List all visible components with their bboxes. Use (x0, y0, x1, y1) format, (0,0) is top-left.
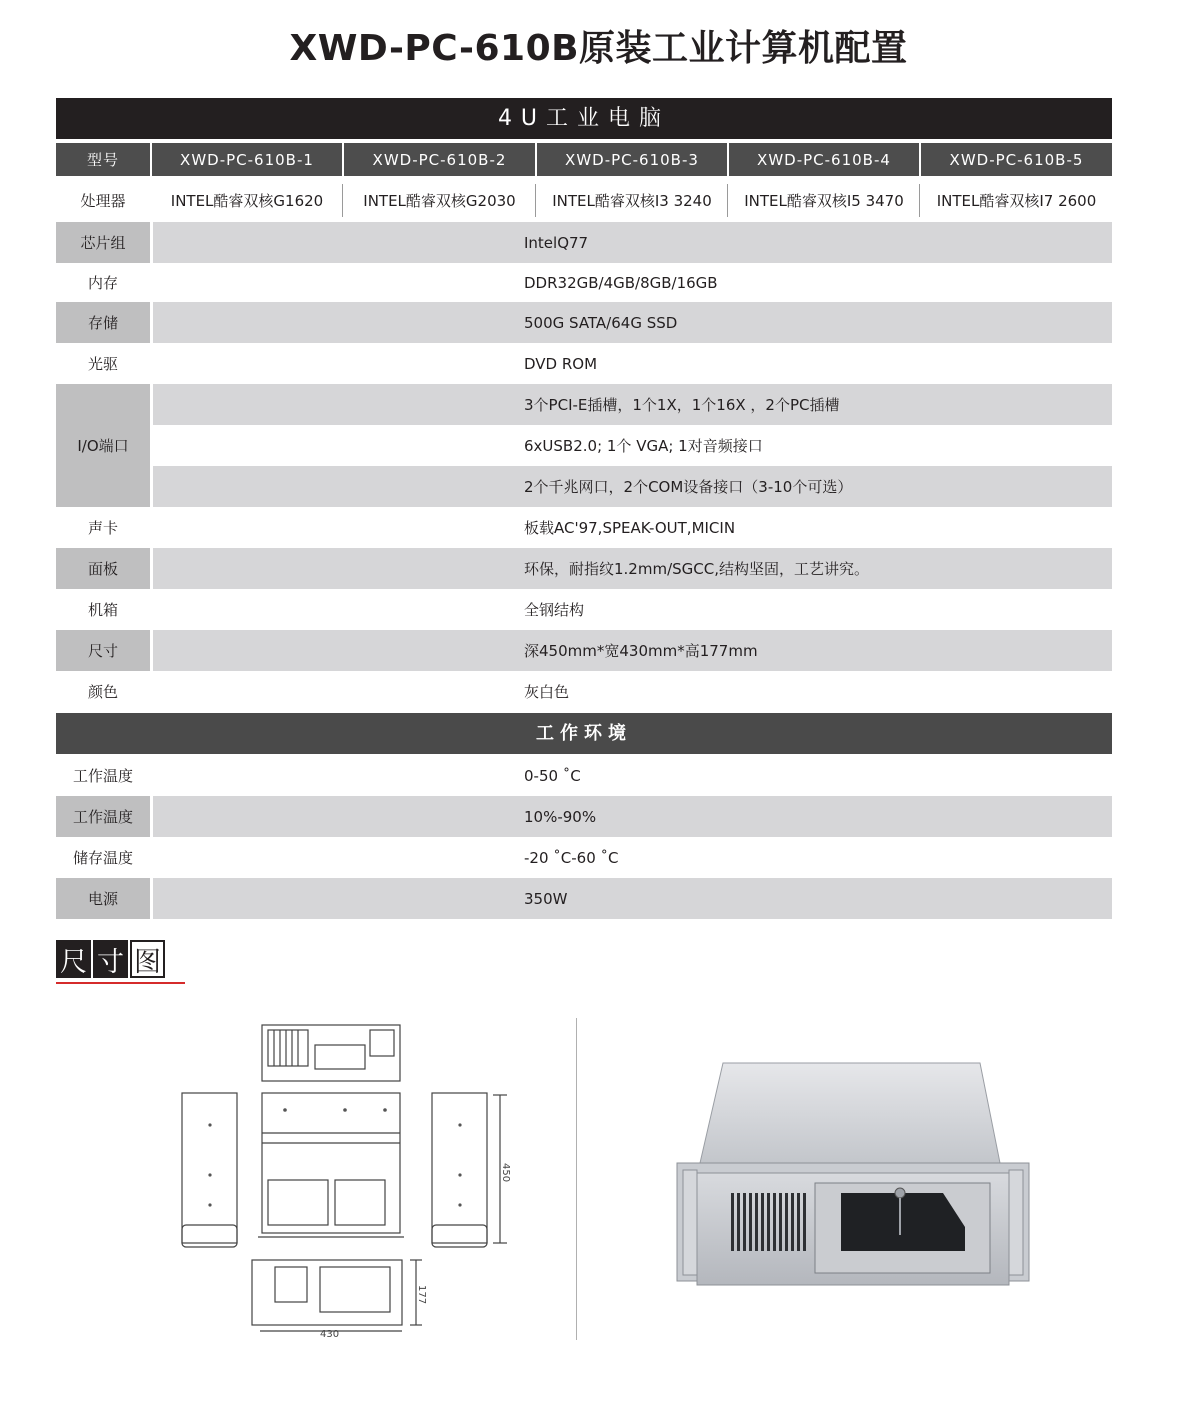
spec-label: 存储 (56, 302, 150, 343)
env-value: 350W (524, 889, 568, 908)
model-cell: XWD-PC-610B-2 (344, 143, 535, 176)
model-cell: XWD-PC-610B-4 (729, 143, 919, 176)
env-value-cell (153, 796, 1112, 837)
io-row (56, 466, 1112, 507)
spec-value: DVD ROM (524, 354, 598, 373)
io-row (56, 384, 1112, 425)
column-divider (342, 184, 343, 217)
model-cell: XWD-PC-610B-3 (537, 143, 727, 176)
env-value-cell (153, 878, 1112, 919)
env-row (56, 878, 1112, 919)
env-value-cell (153, 755, 1112, 796)
dimension-drawing-heading (56, 940, 165, 978)
cpu-cell: INTEL酷睿双核G1620 (170, 192, 324, 210)
right-side-view (432, 1093, 487, 1243)
column-divider (535, 184, 536, 217)
heading-underline (56, 982, 185, 984)
spec-label: 声卡 (87, 519, 118, 537)
heading-char: 寸 (93, 940, 128, 978)
depth-dimension-label: 450 (500, 1163, 511, 1183)
spec-value-cell (153, 671, 1112, 712)
spec-value: 全钢结构 (524, 601, 585, 619)
dimension-drawing (170, 1015, 520, 1345)
spec-value: 灰白色 (524, 683, 570, 701)
top-plan-view (262, 1093, 400, 1233)
env-label: 储存温度 (72, 849, 133, 867)
cpu-cell: INTEL酷睿双核I5 3470 (744, 192, 904, 210)
env-value: 10%-90% (524, 807, 597, 826)
spec-label: 尺寸 (56, 630, 150, 671)
cpu-cell: INTEL酷睿双核I7 2600 (936, 192, 1097, 210)
model-cell: XWD-PC-610B-5 (921, 143, 1112, 176)
spec-value: 500G SATA/64G SSD (524, 313, 678, 332)
spec-label: 颜色 (87, 683, 118, 701)
spec-value-cell (153, 630, 1112, 671)
door-window (841, 1193, 965, 1251)
chassis-top (700, 1063, 1000, 1163)
rear-view-outline (262, 1025, 400, 1081)
spec-row-memory (56, 262, 1112, 303)
env-label: 工作温度 (72, 767, 133, 785)
io-value: 2个千兆网口，2个COM设备接口（3-10个可选） (524, 478, 853, 496)
lock-icon (895, 1188, 905, 1198)
spec-value: DDR32GB/4GB/8GB/16GB (524, 273, 718, 292)
spec-value-cell (153, 262, 1112, 303)
heading-char: 尺 (56, 940, 91, 978)
model-cell: XWD-PC-610B-1 (152, 143, 342, 176)
left-side-view (182, 1093, 237, 1243)
cpu-cell: INTEL酷睿双核G2030 (363, 192, 516, 210)
spec-row-optical (56, 343, 1112, 384)
spec-row-color (56, 671, 1112, 712)
product-type-band: 4U工业电脑 (56, 98, 1112, 139)
spec-value-cell (153, 343, 1112, 384)
spec-value-cell (153, 222, 1112, 263)
spec-label: 光驱 (87, 355, 118, 373)
spec-value-cell (153, 589, 1112, 630)
environment-band: 工作环境 (56, 713, 1112, 754)
height-dimension-label: 177 (416, 1285, 427, 1305)
io-value-cell (153, 466, 1112, 507)
spec-value-cell (153, 302, 1112, 343)
io-value: 3个PCI-E插槽，1个1X，1个16X ，2个PC插槽 (524, 396, 840, 414)
spec-value: 环保，耐指纹1.2mm/SGCC,结构坚固，工艺讲究。 (524, 560, 869, 578)
io-value-cell (153, 425, 1112, 466)
env-value: 0-50 ˚C (524, 766, 581, 785)
model-row (56, 143, 1112, 176)
spec-value: 深450mm*宽430mm*高177mm (524, 642, 758, 660)
env-row (56, 837, 1112, 878)
cpu-row (56, 180, 1112, 221)
env-value-cell (153, 837, 1112, 878)
env-label: 电源 (56, 878, 150, 919)
cpu-cell: INTEL酷睿双核I3 3240 (552, 192, 712, 210)
chassis-photo (675, 1055, 1035, 1305)
io-value: 6xUSB2.0; 1个 VGA; 1对音频接口 (524, 437, 763, 455)
spec-row-chipset (56, 222, 1112, 263)
env-value: -20 ˚C-60 ˚C (524, 848, 619, 867)
column-divider (727, 184, 728, 217)
spec-row-panel (56, 548, 1112, 589)
cpu-label: 处理器 (80, 192, 126, 210)
env-label: 工作温度 (56, 796, 150, 837)
io-row (56, 425, 1112, 466)
spec-row-chassis (56, 589, 1112, 630)
io-value-cell (153, 384, 1112, 425)
env-row (56, 755, 1112, 796)
spec-label: 芯片组 (56, 222, 150, 263)
spec-label: 面板 (56, 548, 150, 589)
spec-value-cell (153, 548, 1112, 589)
spec-label: 机箱 (87, 601, 118, 619)
spec-label: 内存 (87, 274, 118, 292)
section-divider (576, 1018, 577, 1340)
spec-value: IntelQ77 (524, 233, 589, 252)
io-label: I/O端口 (56, 384, 150, 507)
env-row (56, 796, 1112, 837)
spec-value-cell (153, 507, 1112, 548)
spec-row-size (56, 630, 1112, 671)
width-dimension-label: 430 (320, 1329, 340, 1340)
spec-row-sound (56, 507, 1112, 548)
models-label: 型号 (56, 143, 150, 176)
heading-char: 图 (130, 940, 165, 978)
page-title: XWD-PC-610B原装工业计算机配置 (289, 28, 908, 69)
spec-row-storage (56, 302, 1112, 343)
column-divider (919, 184, 920, 217)
spec-value: 板载AC'97,SPEAK-OUT,MICIN (524, 519, 736, 537)
